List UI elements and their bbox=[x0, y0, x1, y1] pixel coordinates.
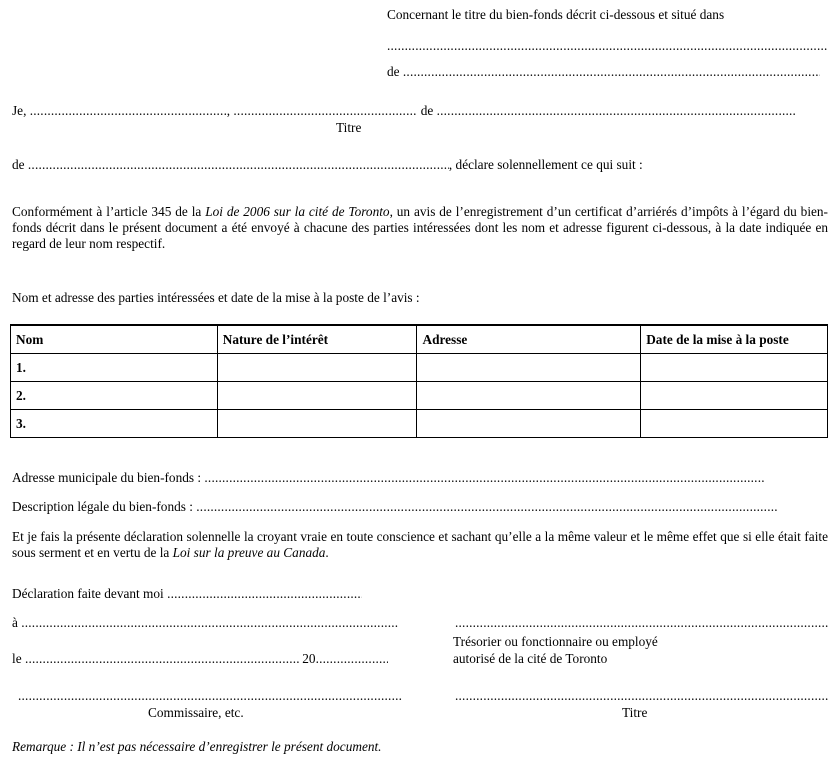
legal-description-field[interactable] bbox=[196, 499, 778, 515]
remarque-text: Remarque : Il n’est pas nécessaire d’enregistrer le présent document. bbox=[12, 739, 382, 754]
titre-caption-2: Titre bbox=[622, 705, 648, 720]
cell-adresse[interactable] bbox=[417, 410, 641, 438]
table-intro: Nom et adresse des parties intéressées et date de la mise à la poste de l’avis : bbox=[12, 290, 420, 305]
cell-date[interactable] bbox=[641, 382, 828, 410]
year-field[interactable] bbox=[316, 651, 388, 667]
de-label: de bbox=[420, 103, 434, 118]
table-header-row bbox=[11, 325, 828, 354]
paragraph-article-345 bbox=[12, 204, 828, 252]
table-row bbox=[11, 410, 828, 438]
paragraph-solemn-declaration bbox=[12, 529, 828, 561]
a-line bbox=[12, 615, 399, 631]
treasurer-caption-2: autorisé de la cité de Toronto bbox=[453, 651, 608, 666]
titre-signature-line[interactable] bbox=[455, 688, 828, 704]
row-number: 1. bbox=[11, 354, 218, 382]
location-de-line[interactable] bbox=[387, 64, 820, 80]
legal-description-label: Description légale du bien-fonds : bbox=[12, 499, 193, 514]
evidence-act-title: Loi sur la preuve au Canada bbox=[172, 545, 326, 560]
treasurer-caption-1: Trésorier ou fonctionnaire ou employé bbox=[453, 634, 658, 649]
parties-table bbox=[10, 324, 828, 438]
para2-text-b: . bbox=[325, 545, 329, 560]
treasurer-signature-line[interactable] bbox=[455, 615, 828, 631]
header-adresse: Adresse bbox=[417, 325, 641, 354]
cell-adresse[interactable] bbox=[417, 382, 641, 410]
day-month-field[interactable] bbox=[25, 651, 299, 667]
row-number: 3. bbox=[11, 410, 218, 438]
residence-field[interactable] bbox=[437, 103, 795, 119]
cell-nature[interactable] bbox=[217, 410, 417, 438]
year-prefix: 20 bbox=[302, 651, 316, 666]
declared-before-line bbox=[12, 586, 362, 602]
table-row bbox=[11, 354, 828, 382]
declare-text: , déclare solennellement ce qui suit : bbox=[448, 157, 643, 172]
declarant-line bbox=[12, 103, 795, 119]
cell-adresse[interactable] bbox=[417, 354, 641, 382]
row-number: 2. bbox=[11, 382, 218, 410]
title-field[interactable] bbox=[233, 103, 417, 119]
a-label: à bbox=[12, 615, 18, 630]
municipality-line bbox=[12, 157, 643, 173]
para1-text-b: , un avis de l’enregistrement d’un certificat d’arriérés d’impôts à l’égard du bien-fonds décrit dans le présent document a été envoyé à chacune des parties intéressées dont les nom et adresse figurent ci-dessous, à la date indiquée en regard de leur nom respectif. bbox=[12, 204, 828, 251]
cell-nature[interactable] bbox=[217, 354, 417, 382]
name-field[interactable] bbox=[30, 103, 227, 119]
declared-before-field[interactable] bbox=[167, 586, 362, 602]
titre-caption: Titre bbox=[336, 120, 362, 135]
header-date: Date de la mise à la poste bbox=[641, 325, 828, 354]
municipal-address-line bbox=[12, 470, 764, 486]
law-title: Loi de 2006 sur la cité de Toronto bbox=[205, 204, 390, 219]
header-nom: Nom bbox=[11, 325, 218, 354]
table-row bbox=[11, 382, 828, 410]
municipality-field[interactable] bbox=[28, 157, 449, 173]
cell-date[interactable] bbox=[641, 410, 828, 438]
de-label: de bbox=[387, 64, 400, 79]
le-label: le bbox=[12, 651, 22, 666]
para2-text-a: Et je fais la présente déclaration solennelle la croyant vraie en toute conscience et sachant qu’elle a la même valeur et le même effet que si elle était faite sous serment et en vertu de la bbox=[12, 529, 828, 560]
cell-nature[interactable] bbox=[217, 382, 417, 410]
commissioner-caption: Commissaire, etc. bbox=[148, 705, 244, 720]
date-line bbox=[12, 651, 388, 667]
de2-label: de bbox=[12, 157, 25, 172]
remarque-note bbox=[12, 739, 382, 755]
je-label: Je, bbox=[12, 103, 27, 118]
header-concernant: Concernant le titre du bien-fonds décrit ci-dessous et situé dans bbox=[387, 7, 725, 22]
legal-description-line bbox=[12, 499, 778, 515]
header-nature: Nature de l’intérêt bbox=[217, 325, 417, 354]
municipal-address-field[interactable] bbox=[204, 470, 764, 486]
place-field[interactable] bbox=[21, 615, 399, 631]
municipal-address-label: Adresse municipale du bien-fonds : bbox=[12, 470, 202, 485]
declared-before-label: Déclaration faite devant moi bbox=[12, 586, 164, 601]
cell-date[interactable] bbox=[641, 354, 828, 382]
comma: , bbox=[226, 103, 231, 118]
para1-text-a: Conformément à l’article 345 de la bbox=[12, 204, 206, 219]
commissioner-signature-line[interactable] bbox=[18, 688, 403, 704]
location-line[interactable] bbox=[387, 38, 828, 54]
